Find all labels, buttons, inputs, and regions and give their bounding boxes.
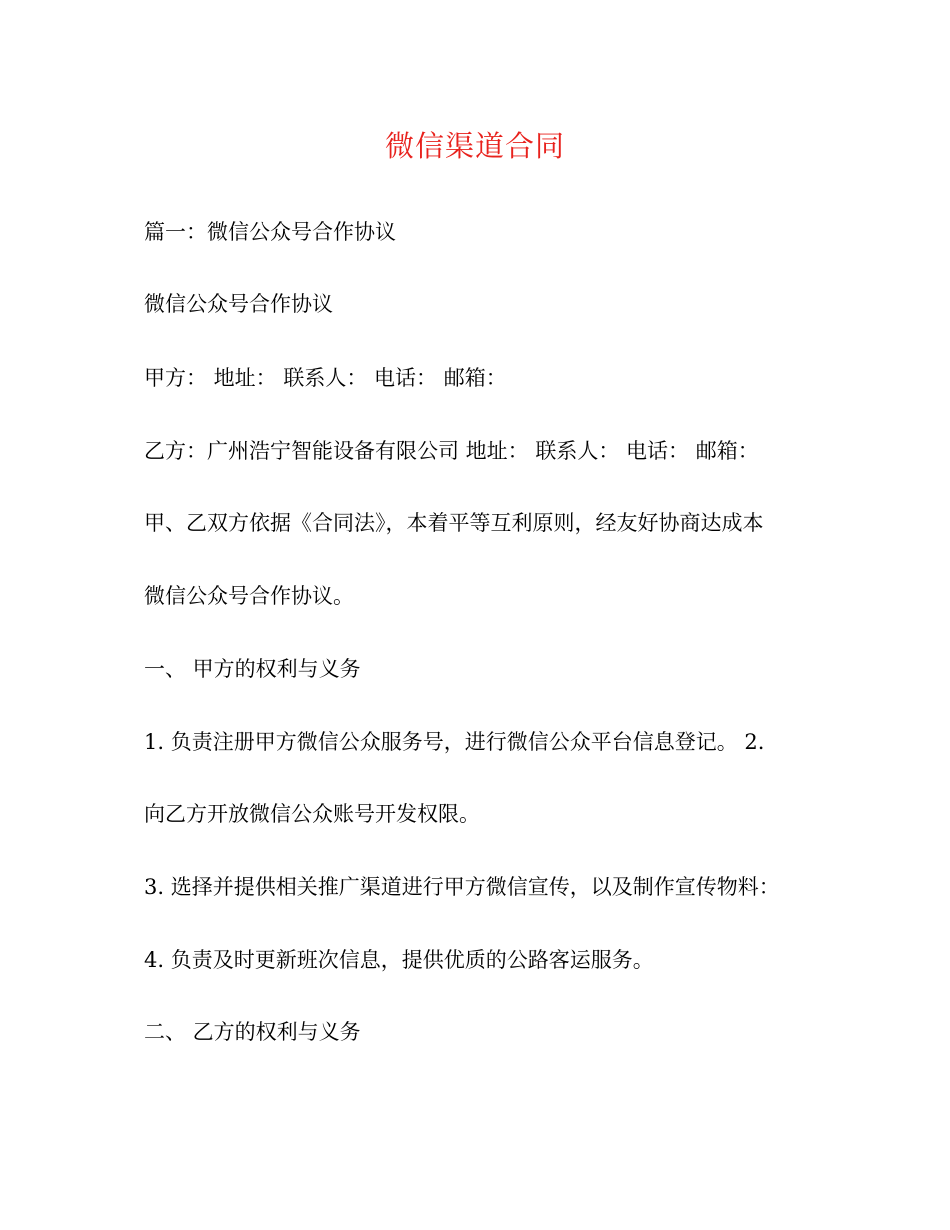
clause-line-1: 1. 负责注册甲方微信公众服务号，进行微信公众平台信息登记。 2. [144, 730, 765, 754]
clause-line-2: 向乙方开放微信公众账号开发权限。 [144, 802, 480, 826]
party-b-info: 乙方：广州浩宁智能设备有限公司 地址： 联系人： 电话： 邮箱： [144, 439, 759, 463]
preamble-line-2: 微信公众号合作协议。 [144, 584, 354, 608]
clause-line-3: 3. 选择并提供相关推广渠道进行甲方微信宣传，以及制作宣传物料： [144, 875, 780, 899]
preamble-line-1: 甲、乙双方依据《合同法》，本着平等互利原则，经友好协商达成本 [144, 511, 764, 535]
document-title: 微信渠道合同 [384, 129, 565, 163]
party-a-info: 甲方： 地址： 联系人： 电话： 邮箱： [144, 366, 507, 390]
clause-line-4: 4. 负责及时更新班次信息，提供优质的公路客运服务。 [144, 948, 654, 972]
agreement-name: 微信公众号合作协议 [144, 292, 333, 316]
section-heading-party-a: 一、 甲方的权利与义务 [144, 657, 361, 681]
chapter-heading: 篇一：微信公众号合作协议 [144, 220, 396, 244]
section-heading-party-b: 二、 乙方的权利与义务 [144, 1020, 361, 1044]
